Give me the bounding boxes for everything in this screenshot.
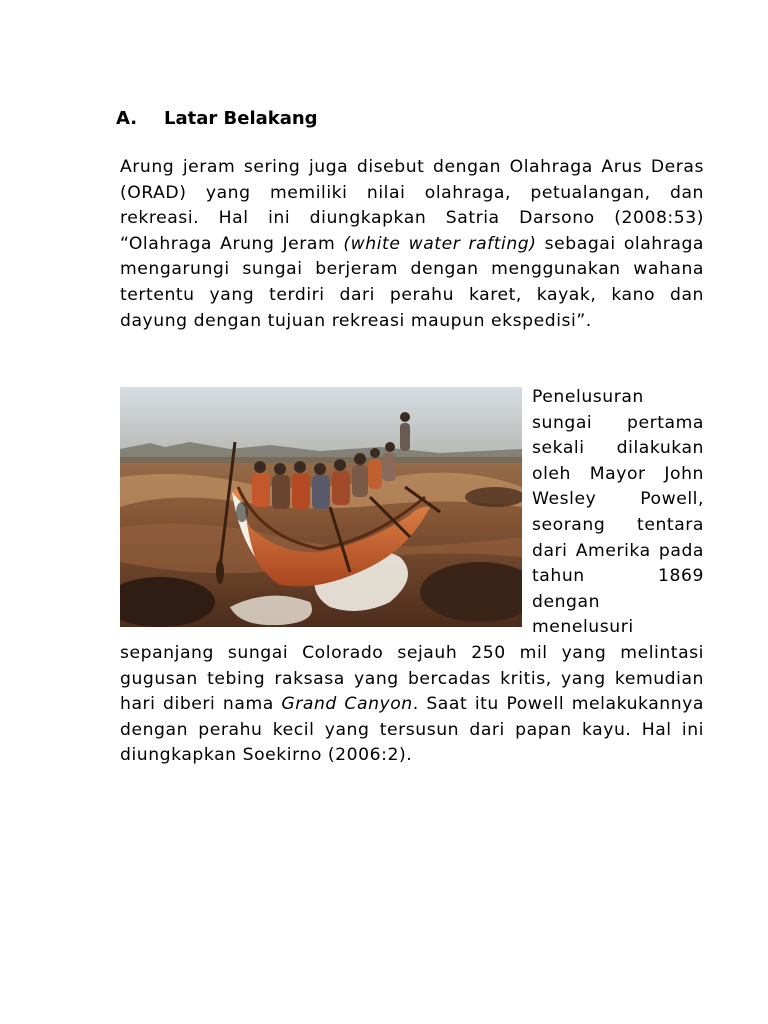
- figure-text-block: [120, 385, 704, 769]
- section-number: A.: [116, 108, 138, 129]
- section-title: Latar Belakang: [164, 108, 318, 129]
- canoe-rapids-painting: [120, 387, 522, 627]
- paragraph-2-text-a: Penelusuran sungai pertama sekali dilakukan oleh Mayor John Wesley Powell, seorang tentara dari Amerika pada tahun 1869 dengan menelusuri sepanjang sungai Colorado sejauh 250 mil yang melintasi gugusan tebing raksasa yang bercadas kritis, yang kemudian hari diberi nama: [120, 387, 704, 715]
- section-heading: [116, 108, 318, 129]
- paragraph-1-text-a: Arung jeram sering juga disebut dengan Olahraga Arus Deras (ORAD) yang memiliki nilai olahraga, petualangan, dan rekreasi. Hal ini diungkapkan Satria Darsono (2008:53) “Olahraga Arung Jeram: [120, 157, 704, 254]
- paragraph-1-italic: (white water rafting): [343, 233, 537, 254]
- paragraph-1: [120, 155, 704, 334]
- paragraph-1-text-b: sebagai olahraga mengarungi sungai berjeram dengan menggunakan wahana tertentu yang terdiri dari perahu karet, kayak, kano dan dayung dengan tujuan rekreasi maupun ekspedisi”.: [120, 233, 704, 331]
- paragraph-2-italic: Grand Canyon: [281, 694, 413, 715]
- paragraph-2-text-b: . Saat itu Powell melakukannya dengan perahu kecil yang tersusun dari papan kayu. Hal ini diungkapkan Soekirno (2006:2).: [120, 694, 704, 766]
